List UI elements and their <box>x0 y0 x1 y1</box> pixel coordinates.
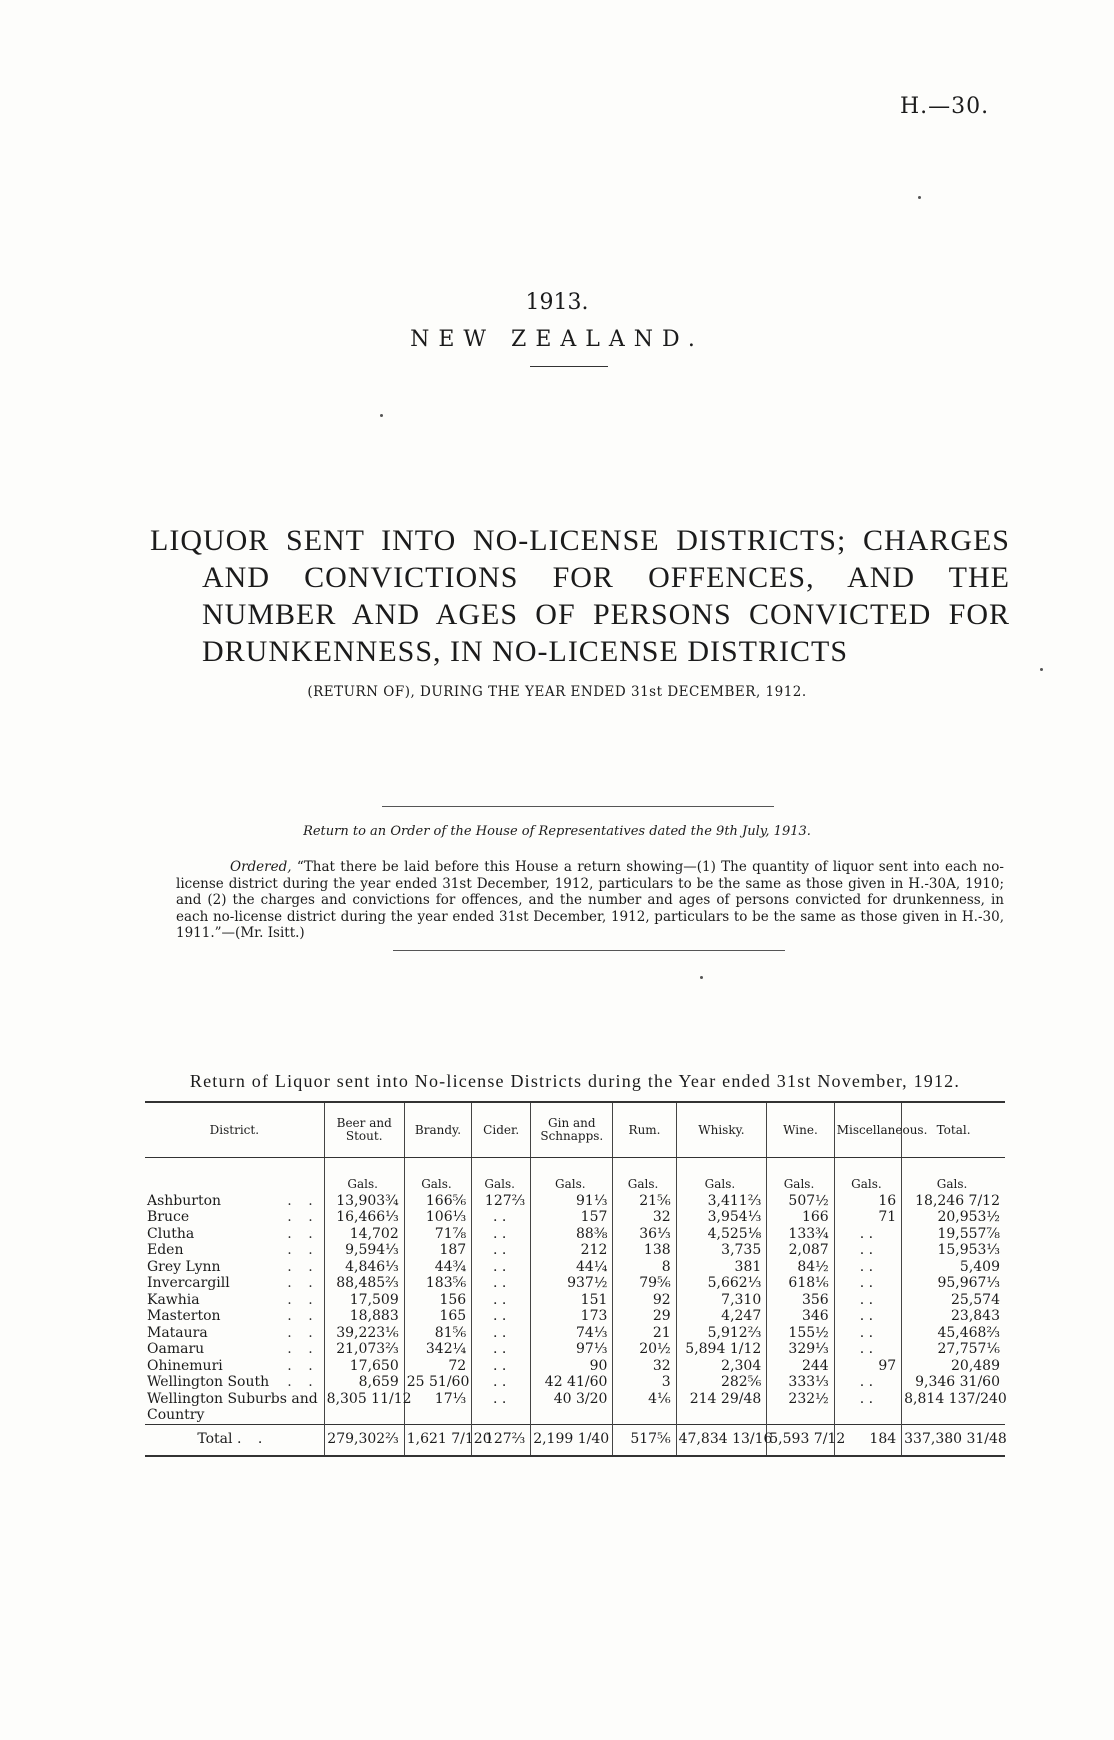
total-label: Total <box>197 1431 233 1448</box>
value-cell: . . <box>472 1259 531 1276</box>
table-row-continuation <box>145 1407 1005 1424</box>
value-cell: . . <box>834 1226 901 1243</box>
value-cell: 9,346 31/60 <box>902 1374 1005 1391</box>
value-cell: 91⅓ <box>531 1193 613 1210</box>
table-body <box>145 1158 1005 1456</box>
district-cell <box>145 1292 324 1309</box>
value-cell: 5,912⅔ <box>676 1325 767 1342</box>
value-cell: 16 <box>834 1193 901 1210</box>
units-cell: Gals. <box>767 1158 834 1193</box>
empty-cell <box>676 1407 767 1424</box>
value-cell: 25 51/60 <box>404 1374 471 1391</box>
value-cell: 18,246 7/12 <box>902 1193 1005 1210</box>
value-cell: 4,525⅛ <box>676 1226 767 1243</box>
value-cell: 17,650 <box>324 1358 404 1375</box>
value-cell: 25,574 <box>902 1292 1005 1309</box>
dot-leader: . . <box>287 1357 319 1374</box>
value-cell: . . <box>472 1292 531 1309</box>
value-cell: 4,846⅓ <box>324 1259 404 1276</box>
total-value-cell: 279,302⅔ <box>324 1424 404 1456</box>
empty-cell <box>404 1407 471 1424</box>
value-cell: 133¾ <box>767 1226 834 1243</box>
value-cell: 79⅚ <box>613 1275 676 1292</box>
value-cell: 95,967⅓ <box>902 1275 1005 1292</box>
total-value-cell: 184 <box>834 1424 901 1456</box>
dot-leader: . . <box>287 1341 319 1357</box>
page-reference: H.—30. <box>900 94 990 119</box>
total-value-cell: 337,380 31/48 <box>902 1424 1005 1456</box>
value-cell: 15,953⅓ <box>902 1242 1005 1259</box>
district-cell <box>145 1391 324 1408</box>
value-cell: 4,247 <box>676 1308 767 1325</box>
value-cell: 3,411⅔ <box>676 1193 767 1210</box>
district-name: Eden <box>147 1242 184 1258</box>
district-name: Wellington South <box>147 1374 270 1390</box>
dot-leader: . . <box>287 1291 319 1308</box>
divider <box>530 366 608 367</box>
units-cell: Gals. <box>324 1158 404 1193</box>
value-cell: 16,466⅓ <box>324 1209 404 1226</box>
empty-cell <box>834 1407 901 1424</box>
district-cell <box>145 1341 324 1358</box>
district-name: Wellington Suburbs and <box>147 1390 318 1407</box>
value-cell: 92 <box>613 1292 676 1309</box>
document-title: LIQUOR SENT INTO NO-LICENSE DISTRICTS; CHARGES AND CONVICTIONS FOR OFFENCES, AND THE NUMBER AND AGES OF PERSONS CONVICTED FOR DRUNKENNESS, IN NO-LICENSE DISTRICTS <box>150 524 1010 668</box>
total-value-cell: 5,593 7/12 <box>767 1424 834 1456</box>
value-cell: 507½ <box>767 1193 834 1210</box>
value-cell: 329⅓ <box>767 1341 834 1358</box>
value-cell: . . <box>834 1292 901 1309</box>
units-cell <box>145 1158 324 1193</box>
table-row <box>145 1275 1005 1292</box>
district-cell <box>145 1226 324 1243</box>
district-cell <box>145 1209 324 1226</box>
value-cell: 937½ <box>531 1275 613 1292</box>
district-name: Grey Lynn <box>147 1258 221 1275</box>
value-cell: 20,953½ <box>902 1209 1005 1226</box>
district-name: Kawhia <box>147 1291 200 1308</box>
value-cell: . . <box>472 1341 531 1358</box>
total-value-cell: 1,621 7/120 <box>404 1424 471 1456</box>
value-cell: . . <box>834 1374 901 1391</box>
value-cell: . . <box>472 1358 531 1375</box>
units-cell: Gals. <box>902 1158 1005 1193</box>
value-cell: 23,843 <box>902 1308 1005 1325</box>
divider <box>393 950 785 951</box>
value-cell: . . <box>834 1341 901 1358</box>
dot-leader: . . <box>287 1374 319 1390</box>
district-name: Bruce <box>147 1209 190 1225</box>
total-value-cell: 2,199 1/40 <box>531 1424 613 1456</box>
total-label-cell <box>145 1424 324 1456</box>
value-cell: . . <box>472 1308 531 1325</box>
value-cell: 17,509 <box>324 1292 404 1309</box>
value-cell: 7,310 <box>676 1292 767 1309</box>
district-cell <box>145 1242 324 1259</box>
district-name: Invercargill <box>147 1275 230 1291</box>
table-row <box>145 1341 1005 1358</box>
header-row <box>145 1102 1005 1158</box>
dot-leader: . . <box>287 1242 319 1258</box>
value-cell: 20,489 <box>902 1358 1005 1375</box>
units-cell: Gals. <box>613 1158 676 1193</box>
dot-leader: . . <box>287 1225 319 1242</box>
value-cell: 5,894 1/12 <box>676 1341 767 1358</box>
table-row <box>145 1259 1005 1276</box>
value-cell: 333⅓ <box>767 1374 834 1391</box>
value-cell: 5,662⅓ <box>676 1275 767 1292</box>
value-cell: 88,485⅔ <box>324 1275 404 1292</box>
value-cell: 81⅚ <box>404 1325 471 1342</box>
value-cell: 8,814 137/240 <box>902 1391 1005 1408</box>
units-cell: Gals. <box>676 1158 767 1193</box>
country-heading: NEW ZEALAND. <box>410 327 704 352</box>
column-header: Miscellaneous. <box>834 1102 901 1158</box>
column-header: Beer and Stout. <box>324 1102 404 1158</box>
empty-cell <box>324 1407 404 1424</box>
value-cell: 13,903¾ <box>324 1193 404 1210</box>
table-row <box>145 1308 1005 1325</box>
district-name-continued: Country <box>147 1407 205 1423</box>
table-row <box>145 1242 1005 1259</box>
value-cell: 32 <box>613 1209 676 1226</box>
district-name: Oamaru <box>147 1341 205 1357</box>
value-cell: 32 <box>613 1358 676 1375</box>
value-cell: 21 <box>613 1325 676 1342</box>
value-cell: 244 <box>767 1358 834 1375</box>
district-cell <box>145 1374 324 1391</box>
table-row <box>145 1292 1005 1309</box>
dot-leader: . . <box>287 1324 319 1341</box>
value-cell: . . <box>834 1275 901 1292</box>
value-cell: 20½ <box>613 1341 676 1358</box>
units-cell: Gals. <box>404 1158 471 1193</box>
column-header: Whisky. <box>676 1102 767 1158</box>
value-cell: 232½ <box>767 1391 834 1408</box>
dot-leader: . . <box>287 1192 319 1209</box>
dot-leader: . . <box>236 1431 269 1448</box>
value-cell: 84½ <box>767 1259 834 1276</box>
value-cell: 74⅓ <box>531 1325 613 1342</box>
dot-leader: . . <box>287 1308 319 1324</box>
value-cell: 9,594⅓ <box>324 1242 404 1259</box>
value-cell: 39,223⅙ <box>324 1325 404 1342</box>
value-cell: 187 <box>404 1242 471 1259</box>
value-cell: . . <box>472 1226 531 1243</box>
value-cell: 40 3/20 <box>531 1391 613 1408</box>
scan-speck <box>700 976 703 979</box>
value-cell: 127⅔ <box>472 1193 531 1210</box>
units-cell: Gals. <box>834 1158 901 1193</box>
total-value-cell: 47,834 13/16 <box>676 1424 767 1456</box>
value-cell: 71 <box>834 1209 901 1226</box>
order-body: “That there be laid before this House a return showing—(1) The quantity of liquor sent into each no-license district during the year ended 31st December, 1912, particulars to be the same as those given in H.-30A, 1910; and (2) the charges and convictions for offences, and the number and ages of persons convicted for drunkenness, in each no-license district during the year ended 31st December, 1912, particulars to be the same as those given in H.-30, 1911.”—(Mr. Isitt.) <box>176 859 1004 941</box>
value-cell: 5,409 <box>902 1259 1005 1276</box>
column-header: Total. <box>902 1102 1005 1158</box>
value-cell: 19,557⅞ <box>902 1226 1005 1243</box>
table-title: Return of Liquor sent into No-license Districts during the Year ended 31st November, 1912. <box>189 1071 961 1091</box>
order-heading: Return to an Order of the House of Representatives dated the 9th July, 1913. <box>303 824 811 839</box>
value-cell: 8,659 <box>324 1374 404 1391</box>
district-cell <box>145 1193 324 1210</box>
value-cell: 106⅓ <box>404 1209 471 1226</box>
table-row <box>145 1358 1005 1375</box>
value-cell: 36⅓ <box>613 1226 676 1243</box>
value-cell: 97 <box>834 1358 901 1375</box>
dot-leader: . . <box>287 1275 319 1291</box>
value-cell: 21,073⅔ <box>324 1341 404 1358</box>
value-cell: 2,087 <box>767 1242 834 1259</box>
empty-cell <box>902 1407 1005 1424</box>
dot-leader: . . <box>287 1258 319 1275</box>
value-cell: 173 <box>531 1308 613 1325</box>
district-cell <box>145 1259 324 1276</box>
value-cell: . . <box>472 1209 531 1226</box>
value-cell: 3,954⅓ <box>676 1209 767 1226</box>
order-lead: Ordered, <box>230 859 292 875</box>
order-text <box>176 859 1004 942</box>
document-year: 1913. <box>525 290 589 315</box>
table-row <box>145 1193 1005 1210</box>
column-header: Gin and Schnapps. <box>531 1102 613 1158</box>
district-name: Mataura <box>147 1324 208 1341</box>
value-cell: . . <box>834 1259 901 1276</box>
value-cell: . . <box>472 1374 531 1391</box>
value-cell: 151 <box>531 1292 613 1309</box>
value-cell: 8 <box>613 1259 676 1276</box>
scan-speck <box>380 414 383 417</box>
document-subtitle: (RETURN OF), DURING THE YEAR ENDED 31st DECEMBER, 1912. <box>307 684 807 700</box>
value-cell: 342¼ <box>404 1341 471 1358</box>
table-row <box>145 1209 1005 1226</box>
value-cell: 8,305 11/12 <box>324 1391 404 1408</box>
units-row <box>145 1158 1005 1193</box>
value-cell: . . <box>472 1391 531 1408</box>
value-cell: . . <box>472 1325 531 1342</box>
table-row <box>145 1391 1005 1408</box>
value-cell: 17⅓ <box>404 1391 471 1408</box>
value-cell: 346 <box>767 1308 834 1325</box>
units-cell: Gals. <box>531 1158 613 1193</box>
value-cell: 165 <box>404 1308 471 1325</box>
column-header: District. <box>145 1102 324 1158</box>
empty-cell <box>472 1407 531 1424</box>
column-header: Wine. <box>767 1102 834 1158</box>
column-header: Cider. <box>472 1102 531 1158</box>
value-cell: 282⅚ <box>676 1374 767 1391</box>
units-cell: Gals. <box>472 1158 531 1193</box>
district-cell <box>145 1358 324 1375</box>
value-cell: 45,468⅔ <box>902 1325 1005 1342</box>
district-cell <box>145 1275 324 1292</box>
value-cell: . . <box>834 1391 901 1408</box>
district-cell <box>145 1308 324 1325</box>
value-cell: 212 <box>531 1242 613 1259</box>
value-cell: 156 <box>404 1292 471 1309</box>
total-row <box>145 1424 1005 1456</box>
value-cell: 44¾ <box>404 1259 471 1276</box>
value-cell: 138 <box>613 1242 676 1259</box>
value-cell: 2,304 <box>676 1358 767 1375</box>
value-cell: 214 29/48 <box>676 1391 767 1408</box>
value-cell: 166 <box>767 1209 834 1226</box>
value-cell: 44¼ <box>531 1259 613 1276</box>
total-value-cell: 127⅔ <box>472 1424 531 1456</box>
value-cell: 4⅙ <box>613 1391 676 1408</box>
column-header: Rum. <box>613 1102 676 1158</box>
value-cell: 14,702 <box>324 1226 404 1243</box>
value-cell: 97⅓ <box>531 1341 613 1358</box>
column-header: Brandy. <box>404 1102 471 1158</box>
liquor-return-table <box>145 1101 1005 1457</box>
empty-cell <box>531 1407 613 1424</box>
district-name: Masterton <box>147 1308 221 1324</box>
table-row <box>145 1374 1005 1391</box>
scan-speck <box>918 196 921 199</box>
dot-leader: . . <box>287 1209 319 1225</box>
value-cell: 166⅚ <box>404 1193 471 1210</box>
value-cell: 618⅙ <box>767 1275 834 1292</box>
value-cell: 183⅚ <box>404 1275 471 1292</box>
value-cell: . . <box>834 1325 901 1342</box>
value-cell: 72 <box>404 1358 471 1375</box>
district-name: Clutha <box>147 1225 195 1242</box>
value-cell: 157 <box>531 1209 613 1226</box>
value-cell: 88⅜ <box>531 1226 613 1243</box>
value-cell: 3,735 <box>676 1242 767 1259</box>
value-cell: . . <box>472 1242 531 1259</box>
value-cell: . . <box>834 1308 901 1325</box>
value-cell: 3 <box>613 1374 676 1391</box>
district-name: Ashburton <box>147 1192 222 1209</box>
district-name: Ohinemuri <box>147 1357 223 1374</box>
divider <box>382 806 774 807</box>
empty-cell <box>613 1407 676 1424</box>
value-cell: 356 <box>767 1292 834 1309</box>
total-value-cell: 517⅚ <box>613 1424 676 1456</box>
value-cell: 27,757⅙ <box>902 1341 1005 1358</box>
value-cell: . . <box>472 1275 531 1292</box>
value-cell: 18,883 <box>324 1308 404 1325</box>
table-row <box>145 1226 1005 1243</box>
value-cell: 381 <box>676 1259 767 1276</box>
scan-speck <box>1040 668 1043 671</box>
empty-cell <box>767 1407 834 1424</box>
value-cell: 42 41/60 <box>531 1374 613 1391</box>
value-cell: 21⅚ <box>613 1193 676 1210</box>
value-cell: 71⅞ <box>404 1226 471 1243</box>
district-cell <box>145 1325 324 1342</box>
table-row <box>145 1325 1005 1342</box>
value-cell: 29 <box>613 1308 676 1325</box>
value-cell: 90 <box>531 1358 613 1375</box>
value-cell: 155½ <box>767 1325 834 1342</box>
value-cell: . . <box>834 1242 901 1259</box>
